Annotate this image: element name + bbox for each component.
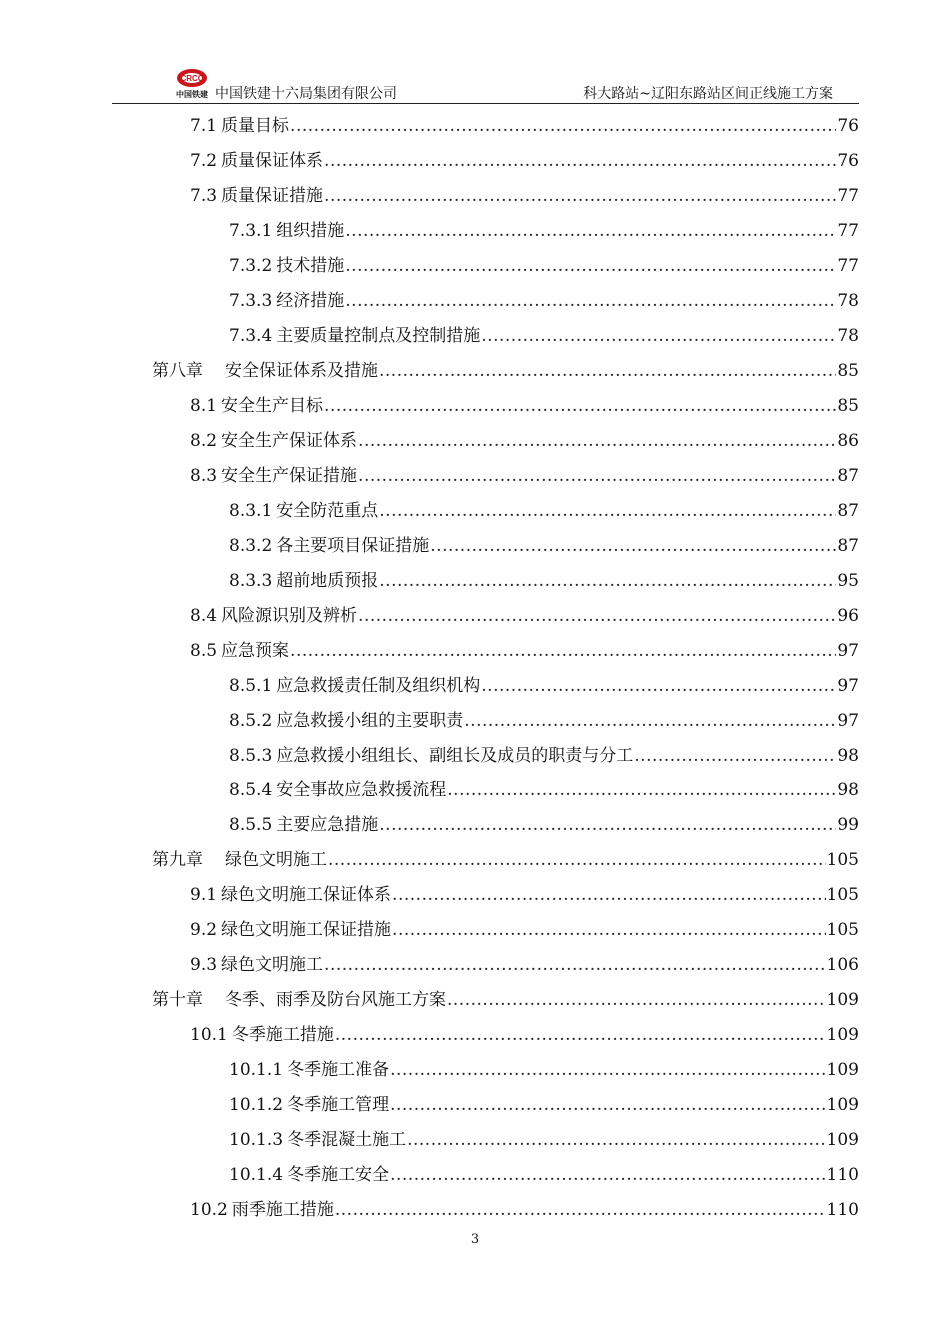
toc-entry-number: 8.2 (190, 430, 218, 451)
toc-entry-page: 96 (837, 605, 859, 626)
toc-dot-leader (447, 778, 836, 802)
toc-entry-label: 超前地质预报 (276, 570, 379, 591)
toc-entry-number: 第十章 (152, 990, 203, 1011)
toc-entry-label: 雨季施工措施 (231, 1200, 334, 1221)
toc-entry-label: 安全防范重点 (276, 500, 379, 521)
toc-entry[interactable] (229, 674, 859, 698)
toc-dot-leader (324, 953, 826, 977)
toc-dot-leader (379, 569, 836, 593)
page-number: 3 (470, 1232, 480, 1247)
toc-entry-page: 95 (837, 570, 859, 591)
toc-entry[interactable] (190, 394, 859, 418)
toc-entry-number: 10.1.2 (229, 1095, 284, 1116)
toc-entry-page: 109 (826, 1130, 859, 1151)
toc-entry-number: 7.3.3 (229, 290, 273, 311)
toc-entry-page: 99 (837, 815, 859, 836)
toc-entry-number: 7.2 (190, 151, 218, 171)
toc-dot-leader (358, 464, 836, 488)
toc-entry-number: 第九章 (152, 850, 203, 871)
toc-entry-label: 冬季施工措施 (231, 1025, 334, 1046)
toc-dot-leader (430, 534, 836, 558)
toc-entry-label: 冬季混凝土施工 (287, 1130, 407, 1151)
toc-dot-leader (379, 499, 836, 523)
toc-entry-page: 85 (837, 395, 859, 416)
toc-entry-number: 8.3 (190, 465, 218, 486)
logo-brand: 中国铁建 (176, 90, 208, 99)
toc-dot-leader (392, 883, 826, 907)
toc-entry-page: 78 (837, 325, 859, 346)
toc-entry-label: 安全生产保证体系 (221, 430, 358, 451)
toc-entry-page: 87 (837, 465, 859, 486)
toc-entry[interactable] (190, 114, 859, 138)
toc-dot-leader (328, 848, 826, 872)
toc-entry-label: 安全生产目标 (221, 395, 324, 416)
toc-entry-page: 97 (837, 640, 859, 661)
toc-dot-leader (335, 1198, 826, 1222)
toc-entry-label: 绿色文明施工保证措施 (221, 920, 392, 941)
toc-entry[interactable] (229, 1163, 859, 1187)
toc-entry-number: 8.5.3 (229, 745, 273, 766)
toc-entry-number: 7.1 (190, 116, 218, 136)
toc-entry[interactable] (190, 464, 859, 488)
toc-entry-number: 7.3.1 (229, 220, 273, 241)
toc-dot-leader (345, 289, 836, 313)
toc-entry-number: 9.2 (190, 920, 218, 941)
toc-entry[interactable] (229, 1128, 859, 1152)
toc-entry[interactable] (229, 324, 859, 348)
toc-entry-number: 7.3.2 (229, 255, 273, 276)
toc-entry[interactable] (229, 499, 859, 523)
toc-entry-number: 8.5.4 (229, 780, 273, 801)
toc-entry-page: 77 (837, 255, 859, 276)
toc-entry-number: 第八章 (152, 360, 203, 381)
toc-entry-page: 76 (837, 151, 859, 171)
toc-entry-label: 安全事故应急救援流程 (276, 780, 447, 801)
toc-entry[interactable] (190, 953, 859, 977)
toc-entry[interactable] (229, 1093, 859, 1117)
toc-entry[interactable] (229, 813, 859, 837)
toc-entry-number: 8.5 (190, 640, 218, 661)
logo-mark: CRCC (180, 74, 204, 83)
toc-entry[interactable] (229, 709, 859, 733)
toc-entry-number: 10.1 (190, 1025, 228, 1046)
toc-entry-page: 77 (837, 185, 859, 206)
toc-entry[interactable] (190, 1023, 859, 1047)
toc-entry-page: 76 (837, 116, 859, 136)
toc-entry[interactable] (190, 918, 859, 942)
toc-entry-label: 质量保证体系 (221, 151, 324, 171)
toc-entry-page: 110 (826, 1200, 859, 1221)
toc-entry-number: 8.4 (190, 605, 218, 626)
toc-entry-page: 106 (826, 955, 859, 976)
toc-entry-page: 78 (837, 290, 859, 311)
toc-entry[interactable] (152, 359, 859, 383)
toc-entry-label: 冬季施工准备 (287, 1060, 390, 1081)
toc-dot-leader (392, 918, 826, 942)
toc-dot-leader (358, 429, 836, 453)
toc-entry-number: 8.1 (190, 395, 218, 416)
toc-dot-leader (481, 324, 836, 348)
toc-entry-page: 98 (837, 780, 859, 801)
toc-entry-label: 应急预案 (221, 640, 290, 661)
toc-entry-number: 8.5.1 (229, 675, 273, 696)
toc-entry-number: 10.1.3 (229, 1130, 284, 1151)
toc-entry-page: 87 (837, 535, 859, 556)
toc-entry[interactable] (229, 289, 859, 313)
toc-entry-number: 8.5.2 (229, 710, 273, 731)
toc-entry-label: 经济措施 (276, 290, 345, 311)
toc-entry-page: 109 (826, 1025, 859, 1046)
toc-entry-number: 10.1.4 (229, 1165, 284, 1186)
toc-dot-leader (407, 1128, 825, 1152)
toc-entry-label: 绿色文明施工保证体系 (221, 885, 392, 906)
toc-dot-leader (324, 184, 836, 208)
toc-entry-page: 97 (837, 710, 859, 731)
toc-entry-label: 安全生产保证措施 (221, 465, 358, 486)
toc-entry-number: 7.3 (190, 185, 218, 206)
toc-entry-label: 风险源识别及辨析 (221, 605, 358, 626)
toc-entry[interactable] (190, 639, 859, 663)
toc-entry-page: 109 (826, 990, 859, 1011)
toc-entry-label: 安全保证体系及措施 (225, 360, 378, 381)
toc-entry-label: 冬季施工安全 (287, 1165, 390, 1186)
document-title: 科大路站~辽阳东路站区间正线施工方案 (583, 86, 833, 102)
toc-dot-leader (345, 254, 836, 278)
toc-entry[interactable] (190, 429, 859, 453)
toc-dot-leader (335, 1023, 826, 1047)
toc-entry-label: 组织措施 (276, 220, 345, 241)
toc-dot-leader (324, 149, 836, 173)
toc-dot-leader (358, 604, 836, 628)
toc-dot-leader (379, 359, 836, 383)
toc-dot-leader (447, 988, 826, 1012)
toc-entry-label: 冬季、雨季及防台风施工方案 (225, 990, 446, 1011)
toc-dot-leader (290, 639, 836, 663)
toc-entry[interactable] (229, 254, 859, 278)
toc-entry-page: 98 (837, 745, 859, 766)
toc-entry-page: 105 (826, 920, 859, 941)
toc-dot-leader (290, 114, 836, 138)
toc-entry-page: 97 (837, 675, 859, 696)
toc-entry-label: 冬季施工管理 (287, 1095, 390, 1116)
toc-entry-page: 105 (826, 885, 859, 906)
toc-entry[interactable] (229, 534, 859, 558)
toc-entry-label: 主要应急措施 (276, 815, 379, 836)
toc-dot-leader (481, 674, 836, 698)
toc-entry-page: 86 (837, 430, 859, 451)
toc-entry-number: 7.3.4 (229, 325, 273, 346)
toc-entry-number: 10.2 (190, 1200, 228, 1221)
toc-entry[interactable] (190, 184, 859, 208)
company-name: 中国铁建十六局集团有限公司 (215, 86, 397, 102)
toc-entry-label: 技术措施 (276, 255, 345, 276)
toc-entry-label: 绿色文明施工 (225, 850, 327, 871)
toc-entry-number: 9.1 (190, 885, 218, 906)
toc-entry-number: 10.1.1 (229, 1060, 284, 1081)
toc-entry-page: 87 (837, 500, 859, 521)
toc-entry-label: 各主要项目保证措施 (276, 535, 430, 556)
toc-entry-number: 8.3.2 (229, 535, 273, 556)
toc-entry-number: 8.3.3 (229, 570, 273, 591)
toc-entry[interactable] (190, 1198, 859, 1222)
toc-entry[interactable] (229, 219, 859, 243)
toc-entry-number: 8.5.5 (229, 815, 273, 836)
toc-dot-leader (324, 394, 836, 418)
toc-entry-page: 85 (837, 360, 859, 381)
toc-dot-leader (634, 744, 836, 768)
toc-entry-label: 绿色文明施工 (221, 955, 324, 976)
toc-dot-leader (390, 1058, 825, 1082)
toc-entry-label: 应急救援小组组长、副组长及成员的职责与分工 (276, 745, 634, 766)
toc-dot-leader (345, 219, 836, 243)
toc-dot-leader (379, 813, 836, 837)
toc-entry-page: 77 (837, 220, 859, 241)
toc-entry[interactable] (190, 149, 859, 173)
toc-entry-number: 8.3.1 (229, 500, 273, 521)
toc-entry-label: 质量目标 (221, 116, 290, 136)
toc-entry[interactable] (229, 744, 859, 768)
toc-entry[interactable] (229, 569, 859, 593)
toc-entry-label: 应急救援小组的主要职责 (276, 710, 464, 731)
toc-entry-page: 109 (826, 1060, 859, 1081)
toc-dot-leader (464, 709, 836, 733)
toc-entry-label: 质量保证措施 (221, 185, 324, 206)
toc-entry[interactable] (152, 988, 859, 1012)
toc-entry[interactable] (190, 604, 859, 628)
toc-dot-leader (390, 1163, 825, 1187)
toc-entry[interactable] (229, 778, 859, 802)
toc-entry-label: 应急救援责任制及组织机构 (276, 675, 481, 696)
toc-entry-number: 9.3 (190, 955, 218, 976)
toc-entry-page: 110 (826, 1165, 859, 1186)
toc-entry-page: 109 (826, 1095, 859, 1116)
toc-entry[interactable] (190, 883, 859, 907)
toc-entry-label: 主要质量控制点及控制措施 (276, 325, 481, 346)
toc-entry-page: 105 (826, 850, 859, 871)
toc-entry[interactable] (152, 848, 859, 872)
toc-entry[interactable] (229, 1058, 859, 1082)
toc-dot-leader (390, 1093, 825, 1117)
